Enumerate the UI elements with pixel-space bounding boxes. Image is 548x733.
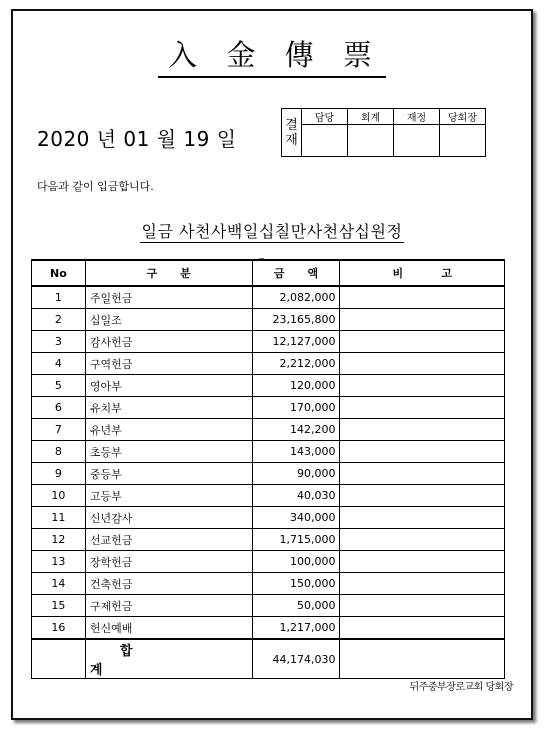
total-row bbox=[32, 639, 505, 679]
row-amount: 1,217,000 bbox=[252, 617, 340, 640]
ledger-row bbox=[32, 573, 505, 595]
row-category: 감사헌금 bbox=[85, 331, 252, 353]
row-no: 7 bbox=[32, 419, 86, 441]
row-remarks[interactable] bbox=[340, 353, 505, 375]
row-remarks[interactable] bbox=[340, 485, 505, 507]
row-remarks[interactable] bbox=[340, 309, 505, 331]
row-remarks[interactable] bbox=[340, 463, 505, 485]
row-remarks[interactable] bbox=[340, 331, 505, 353]
row-no: 3 bbox=[32, 331, 86, 353]
row-amount: 170,000 bbox=[252, 397, 340, 419]
approval-header-3: 재정 bbox=[394, 109, 440, 125]
approval-sign-box-2[interactable] bbox=[348, 125, 394, 157]
ledger-row bbox=[32, 397, 505, 419]
row-amount: 40,030 bbox=[252, 485, 340, 507]
row-category: 구제헌금 bbox=[85, 595, 252, 617]
row-no: 10 bbox=[32, 485, 86, 507]
row-category: 영아부 bbox=[85, 375, 252, 397]
ledger-body bbox=[32, 286, 505, 639]
row-category: 장학헌금 bbox=[85, 551, 252, 573]
voucher-frame bbox=[11, 9, 533, 720]
row-no: 1 bbox=[32, 286, 86, 309]
row-category: 중등부 bbox=[85, 463, 252, 485]
ledger-row bbox=[32, 485, 505, 507]
approval-sign-box-3[interactable] bbox=[394, 125, 440, 157]
row-no: 12 bbox=[32, 529, 86, 551]
ledger-header-row bbox=[32, 260, 505, 286]
row-category: 건축헌금 bbox=[85, 573, 252, 595]
ledger-row bbox=[32, 353, 505, 375]
row-remarks[interactable] bbox=[340, 617, 505, 640]
ledger-row bbox=[32, 507, 505, 529]
row-category: 선교헌금 bbox=[85, 529, 252, 551]
header-category: 구 분 bbox=[85, 260, 252, 286]
separator-mark: _ bbox=[259, 249, 264, 260]
row-remarks[interactable] bbox=[340, 375, 505, 397]
approval-sign-box-1[interactable] bbox=[302, 125, 348, 157]
row-remarks[interactable] bbox=[340, 397, 505, 419]
row-no: 9 bbox=[32, 463, 86, 485]
row-category: 신년감사 bbox=[85, 507, 252, 529]
ledger-row bbox=[32, 463, 505, 485]
approval-sign-box-4[interactable] bbox=[440, 125, 486, 157]
approval-header-2: 회계 bbox=[348, 109, 394, 125]
row-no: 16 bbox=[32, 617, 86, 640]
row-category: 헌신예배 bbox=[85, 617, 252, 640]
row-no: 11 bbox=[32, 507, 86, 529]
total-amount: 44,174,030 bbox=[252, 639, 340, 679]
ledger-row bbox=[32, 375, 505, 397]
voucher-date: 2020 년 01 월 19 일 bbox=[37, 127, 237, 151]
approval-header-4: 당회장 bbox=[440, 109, 486, 125]
row-amount: 12,127,000 bbox=[252, 331, 340, 353]
row-amount: 150,000 bbox=[252, 573, 340, 595]
row-amount: 23,165,800 bbox=[252, 309, 340, 331]
row-no: 5 bbox=[32, 375, 86, 397]
ledger-row bbox=[32, 309, 505, 331]
ledger-row bbox=[32, 331, 505, 353]
row-amount: 2,082,000 bbox=[252, 286, 340, 309]
row-remarks[interactable] bbox=[340, 507, 505, 529]
ledger-row bbox=[32, 419, 505, 441]
header-remarks: 비 고 bbox=[340, 260, 505, 286]
approval-header-1: 담당 bbox=[302, 109, 348, 125]
row-amount: 1,715,000 bbox=[252, 529, 340, 551]
voucher-description: 다음과 같이 입금합니다. bbox=[37, 180, 154, 193]
row-category: 십일조 bbox=[85, 309, 252, 331]
row-no: 13 bbox=[32, 551, 86, 573]
row-category: 주일헌금 bbox=[85, 286, 252, 309]
approval-side-label: 결 재 bbox=[282, 109, 302, 157]
amount-in-words: 일금 사천사백일십칠만사천삼십원정 bbox=[141, 222, 403, 241]
row-remarks[interactable] bbox=[340, 286, 505, 309]
row-no: 4 bbox=[32, 353, 86, 375]
row-amount: 142,200 bbox=[252, 419, 340, 441]
row-amount: 340,000 bbox=[252, 507, 340, 529]
row-no: 6 bbox=[32, 397, 86, 419]
row-no: 8 bbox=[32, 441, 86, 463]
ledger-table bbox=[31, 259, 505, 679]
row-amount: 100,000 bbox=[252, 551, 340, 573]
church-signature: 뒤주중부장로교회 당회장 bbox=[409, 682, 513, 693]
row-no: 14 bbox=[32, 573, 86, 595]
row-remarks[interactable] bbox=[340, 419, 505, 441]
header-amount: 금 액 bbox=[252, 260, 340, 286]
row-remarks[interactable] bbox=[340, 441, 505, 463]
approval-box bbox=[281, 108, 486, 157]
row-remarks[interactable] bbox=[340, 573, 505, 595]
row-amount: 120,000 bbox=[252, 375, 340, 397]
ledger-row bbox=[32, 617, 505, 640]
row-remarks[interactable] bbox=[340, 595, 505, 617]
row-category: 유년부 bbox=[85, 419, 252, 441]
row-amount: 143,000 bbox=[252, 441, 340, 463]
row-category: 고등부 bbox=[85, 485, 252, 507]
ledger-row bbox=[32, 595, 505, 617]
ledger-row bbox=[32, 441, 505, 463]
row-amount: 90,000 bbox=[252, 463, 340, 485]
row-amount: 50,000 bbox=[252, 595, 340, 617]
row-remarks[interactable] bbox=[340, 551, 505, 573]
row-no: 2 bbox=[32, 309, 86, 331]
total-remarks bbox=[340, 639, 505, 679]
ledger-row bbox=[32, 286, 505, 309]
row-amount: 2,212,000 bbox=[252, 353, 340, 375]
header-no: No bbox=[32, 260, 86, 286]
row-category: 구역헌금 bbox=[85, 353, 252, 375]
voucher-title: 入 金 傳 票 bbox=[13, 33, 531, 78]
row-remarks[interactable] bbox=[340, 529, 505, 551]
row-category: 초등부 bbox=[85, 441, 252, 463]
total-label: 합 계 bbox=[85, 639, 252, 679]
total-empty-cell bbox=[32, 639, 86, 679]
ledger-row bbox=[32, 551, 505, 573]
ledger-row bbox=[32, 529, 505, 551]
row-category: 유치부 bbox=[85, 397, 252, 419]
row-no: 15 bbox=[32, 595, 86, 617]
